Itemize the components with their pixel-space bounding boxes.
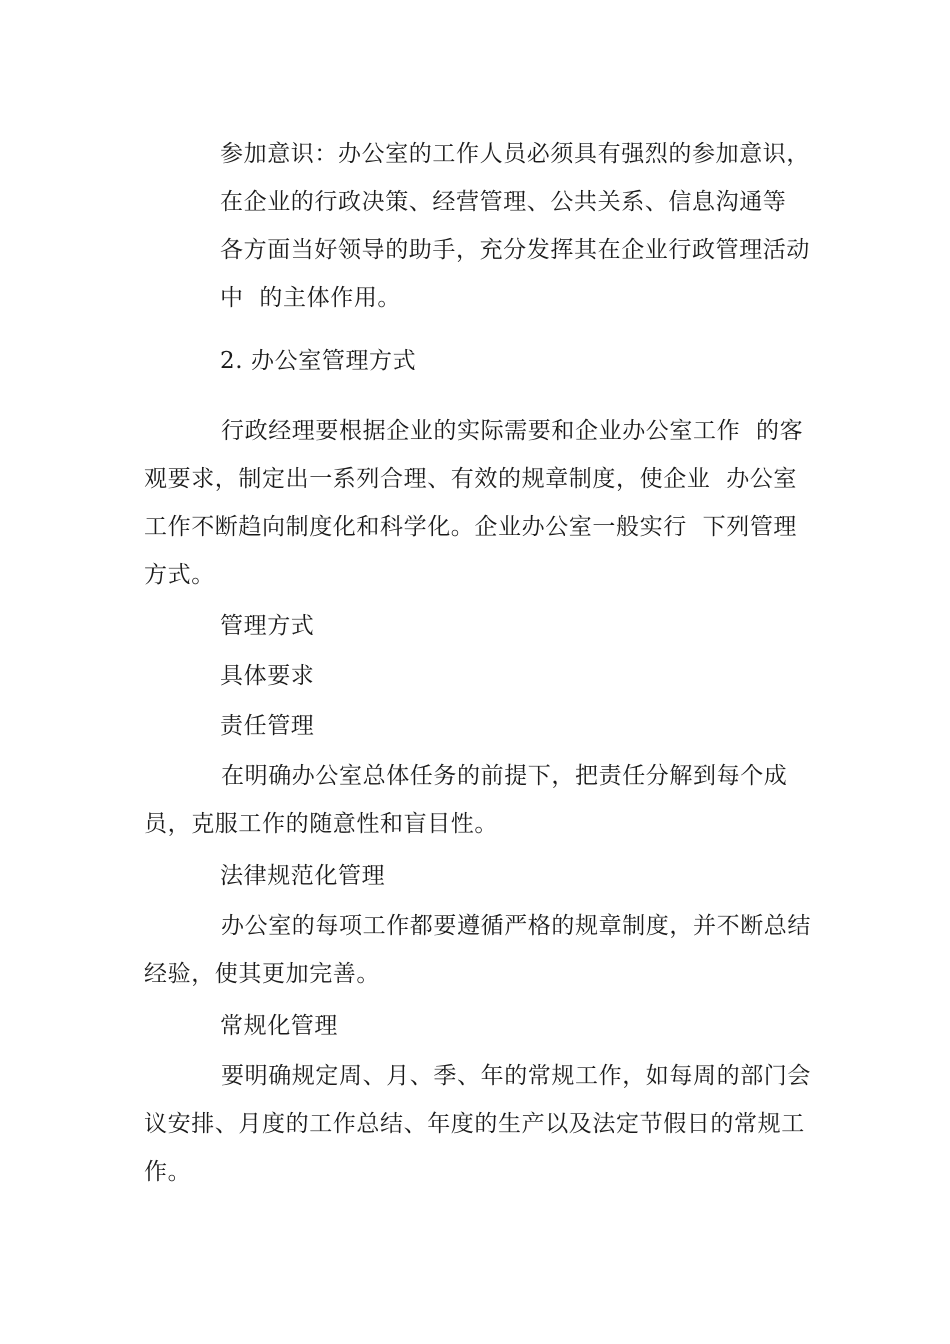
section-heading: 2. 办公室管理方式: [220, 348, 417, 374]
method-routine: 常规化管理: [220, 1013, 338, 1039]
requirement-responsibility: 在明确办公室总体任务的前提下，把责任分解到每个成员，克服工作的随意性和盲目性。: [144, 763, 788, 837]
method-legal-standardization: 法律规范化管理: [220, 863, 386, 889]
column-header-method: 管理方式: [220, 613, 315, 639]
requirement-legal-standardization: 办公室的每项工作都要遵循严格的规章制度，并不断总结经验，使其更加完善。: [144, 913, 811, 987]
method-responsibility: 责任管理: [220, 713, 315, 739]
participation-paragraph: 参加意识：办公室的工作人员必须具有强烈的参加意识，在企业的行政决策、经营管理、公共关系、信息沟通等 各方面当好领导的助手，充分发挥其在企业行政管理活动中 的主体作用。: [220, 141, 810, 311]
column-header-requirement: 具体要求: [220, 663, 315, 689]
intro-paragraph: 行政经理要根据企业的实际需要和企业办公室工作 的客观要求，制定出一系列合理、有效的规章制度，使企业 办公室工作不断趋向制度化和科学化。企业办公室一般实行 下列管理方式。: [144, 418, 804, 588]
requirement-routine: 要明确规定周、月、季、年的常规工作，如每周的部门会议安排、月度的工作总结、年度的生产以及法定节假日的常规工作。: [144, 1063, 811, 1185]
